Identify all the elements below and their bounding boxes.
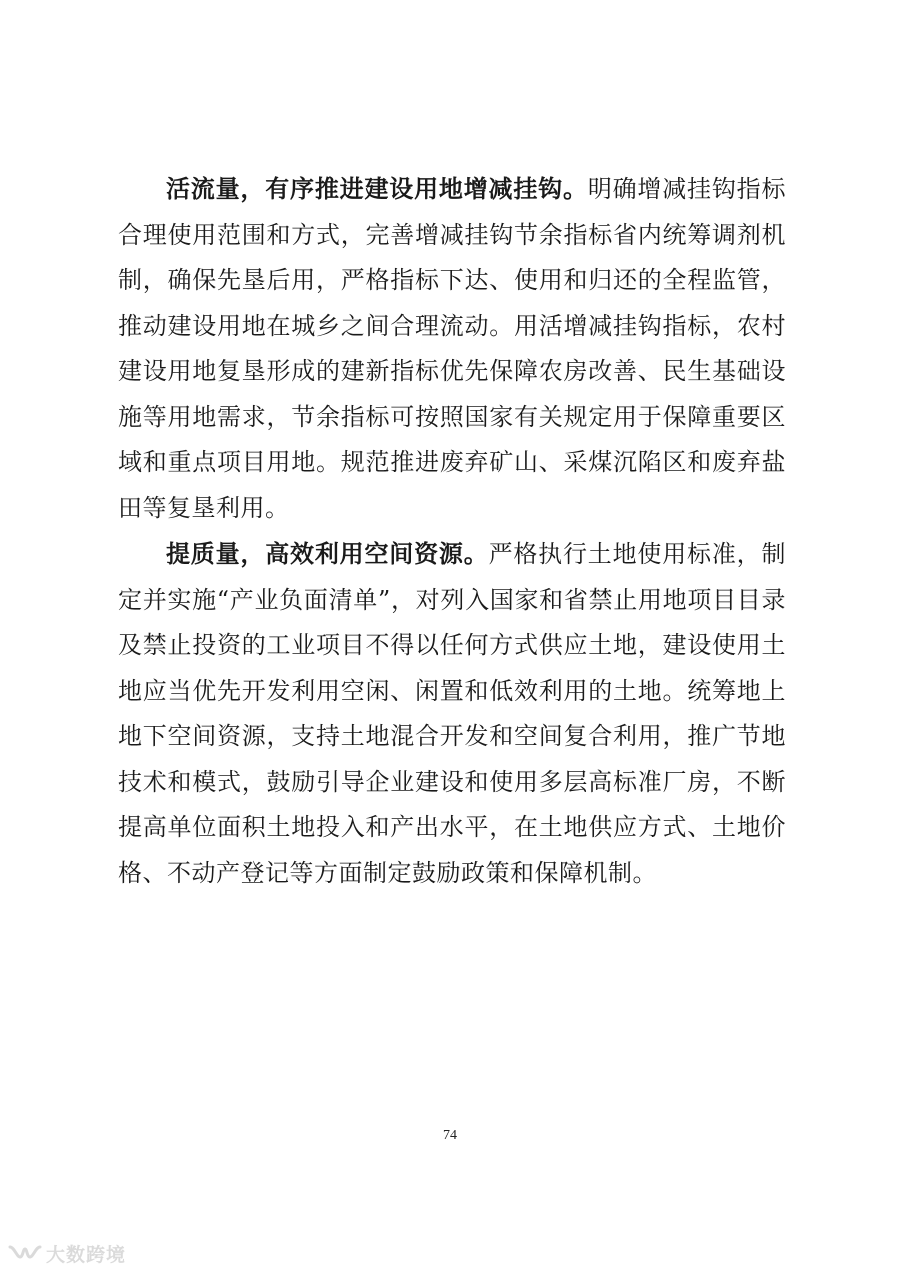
paragraph-space-resources: [118, 531, 786, 896]
wechat-channels-icon: [8, 1243, 42, 1263]
document-body: [118, 166, 786, 896]
page-number: 74: [443, 1128, 457, 1143]
watermark-text: 大数跨境: [46, 1243, 127, 1266]
watermark: [8, 1240, 126, 1266]
paragraph-lead: 提质量，高效利用空间资源。: [166, 539, 489, 568]
paragraph-lead: 活流量，有序推进建设用地增减挂钩。: [166, 174, 588, 203]
paragraph-land-quota: [118, 166, 786, 531]
paragraph-text: 明确增减挂钩指标合理使用范围和方式，完善增减挂钩节余指标省内统筹调剂机制，确保先垦后用，严格指标下达、使用和归还的全程监管，推动建设用地在城乡之间合理流动。用活增减挂钩指标，农村建设用地复垦形成的建新指标优先保障农房改善、民生基础设施等用地需求，节余指标可按照国家有关规定用于保障重要区域和重点项目用地。规范推进废弃矿山、采煤沉陷区和废弃盐田等复垦利用。: [118, 175, 786, 522]
paragraph-text: 严格执行土地使用标准，制定并实施“产业负面清单”，对列入国家和省禁止用地项目目录及禁止投资的工业项目不得以任何方式供应土地，建设使用土地应当优先开发利用空闲、闲置和低效利用的土地。统筹地上地下空间资源，支持土地混合开发和空间复合利用，推广节地技术和模式，鼓励引导企业建设和使用多层高标准厂房，不断提高单位面积土地投入和产出水平，在土地供应方式、土地价格、不动产登记等方面制定鼓励政策和保障机制。: [118, 540, 786, 887]
